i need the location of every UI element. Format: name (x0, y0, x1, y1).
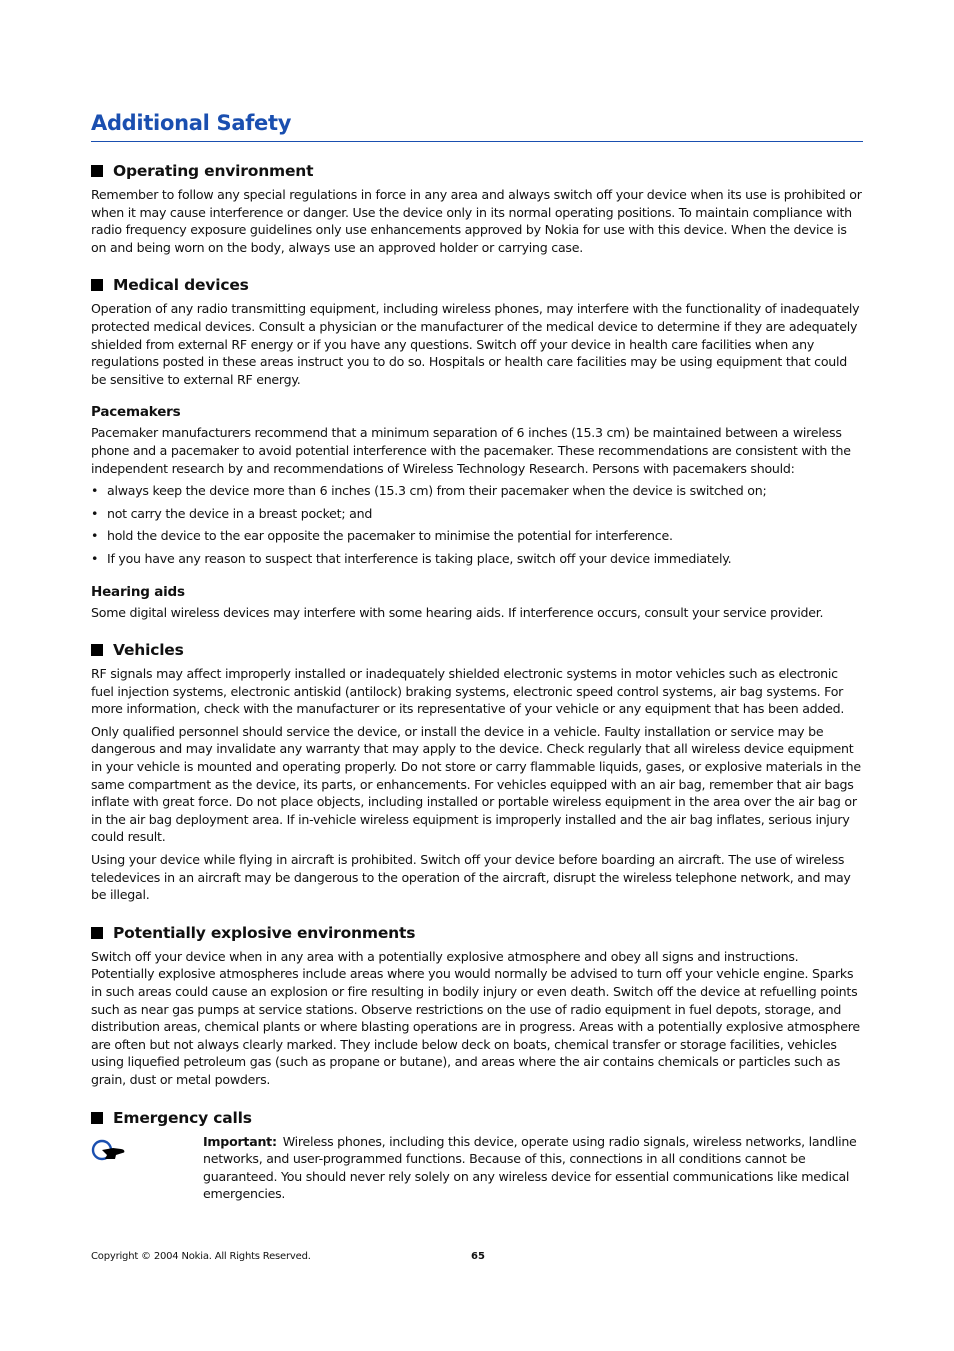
list-item (91, 527, 863, 545)
paragraph: RF signals may affect improperly installed or inadequately shielded electronic systems in motor vehicles such as electronic fuel injection systems, electronic antiskid (antilock) braking systems, electronic speed control systems, air bag systems. For more information, check with the manufacturer or its representative of your vehicle or any equipment that has been added. (91, 666, 845, 717)
section-heading-operating (91, 160, 863, 182)
paragraph: Switch off your device when in any area with a potentially explosive atmosphere and obey all signs and instructions. Potentially explosive atmospheres include areas where you would normally be advised to turn off your vehicle engine. Sparks in such areas could cause an explosion or fire resulting in bodily injury or even death. Switch off the device at refuelling points such as near gas pumps at service stations. Observe restrictions on the use of radio equipment in fuel depots, storage, and distribution areas, chemical plants or where blasting operations are in progress. Areas with a potentially explosive atmosphere are often but not always clearly marked. They include below deck on boats, chemical transfer or storage facilities, vehicles using liquefied petroleum gas (such as propane or butane), and areas where the air contains chemicals or particles such as grain, dust or metal powders. (91, 948, 860, 1087)
important-note (91, 1133, 863, 1203)
paragraph: Only qualified personnel should service the device, or install the device in a vehicle. Faulty installation or service may be dangerous and may invalidate any warranty that may apply to the device. Check regularly that all wireless device equipment in your vehicle is mounted and operating properly. Do not store or carry flammable liquids, gases, or explosive materials in the same compartment as the device, its parts, or enhancements. For vehicles equipped with an air bag, remember that air bags inflate with great force. Do not place objects, including installed or portable wireless equipment in the area over the air bag or in the air bag deployment area. If in-vehicle wireless equipment is improperly installed and the air bag inflates, serious injury could result. (91, 723, 861, 845)
paragraph: Pacemaker manufacturers recommend that a minimum separation of 6 inches (15.3 cm) be maintained between a wireless phone and a pacemaker to avoid potential interference with the pacemaker. These recommendations are consistent with the independent research by and recommendations of Wireless Technology Research. Persons with pacemakers should: (91, 425, 851, 476)
list-item-text: always keep the device more than 6 inches (15.3 cm) from their pacemaker when the device is switched on; (107, 483, 767, 499)
square-bullet-icon (91, 644, 103, 656)
section-heading-vehicles (91, 639, 863, 661)
section-heading-emergency (91, 1107, 863, 1129)
section-title: Medical devices (113, 276, 249, 295)
subheading-hearing-aids: Hearing aids (91, 583, 185, 600)
bullet-icon: • (91, 483, 99, 499)
note-lead: Important: (203, 1133, 277, 1149)
title-rule (91, 141, 863, 142)
list-item-text: hold the device to the ear opposite the pacemaker to minimise the potential for interference. (107, 528, 673, 544)
paragraph: Remember to follow any special regulations in force in any area and always switch off your device when its use is prohibited or when it may cause interference or danger. Use the device only in its normal operating positions. To maintain compliance with radio frequency exposure guidelines only use enhancements approved by Nokia for use with this device. When the device is on and being worn on the body, always use an approved holder or carrying case. (91, 187, 862, 255)
section-title: Potentially explosive environments (113, 923, 416, 942)
page-number: 65 (471, 1251, 485, 1262)
list-item (91, 482, 863, 500)
bullet-icon: • (91, 505, 99, 521)
square-bullet-icon (91, 1112, 103, 1124)
square-bullet-icon (91, 165, 103, 177)
subheading-pacemakers: Pacemakers (91, 404, 181, 421)
copyright-text: Copyright © 2004 Nokia. All Rights Reserved. (91, 1251, 311, 1262)
important-hand-icon (91, 1133, 203, 1203)
page-content (91, 108, 863, 1203)
page-title: Additional Safety (91, 111, 292, 135)
bullet-icon: • (91, 528, 99, 544)
pacemaker-list (91, 482, 863, 567)
note-text-block (203, 1133, 863, 1203)
paragraph: Operation of any radio transmitting equipment, including wireless phones, may interfere with the functionality of inadequately protected medical devices. Consult a physician or the manufacturer of the medical device to determine if they are adequately shielded from external RF energy or if you have any questions. Switch off your device in health care facilities when any regulations posted in these areas instruct you to do so. Hospitals or health care facilities may be using equipment that could be sensitive to external RF energy. (91, 301, 860, 387)
list-item (91, 505, 863, 523)
paragraph: Some digital wireless devices may interfere with some hearing aids. If interference occurs, consult your service provider. (91, 604, 824, 620)
list-item-text: not carry the device in a breast pocket; and (107, 505, 373, 521)
section-heading-explosive (91, 922, 863, 944)
list-item (91, 550, 863, 568)
section-heading-medical (91, 274, 863, 296)
list-item-text: If you have any reason to suspect that interference is taking place, switch off your device immediately. (107, 550, 732, 566)
bullet-icon: • (91, 550, 99, 566)
square-bullet-icon (91, 279, 103, 291)
section-title: Vehicles (113, 641, 184, 660)
note-body: Wireless phones, including this device, operate using radio signals, wireless networks, landline networks, and user-programmed functions. Because of this, connections in all conditions cannot be guaranteed. You should never rely solely on any wireless device for essential communications like medical emergencies. (203, 1133, 857, 1202)
section-title: Operating environment (113, 162, 314, 180)
section-title: Emergency calls (113, 1108, 252, 1127)
square-bullet-icon (91, 927, 103, 939)
paragraph: Using your device while flying in aircraft is prohibited. Switch off your device before boarding an aircraft. The use of wireless teledevices in an aircraft may be dangerous to the operation of the aircraft, disrupt the wireless telephone network, and may be illegal. (91, 852, 851, 903)
